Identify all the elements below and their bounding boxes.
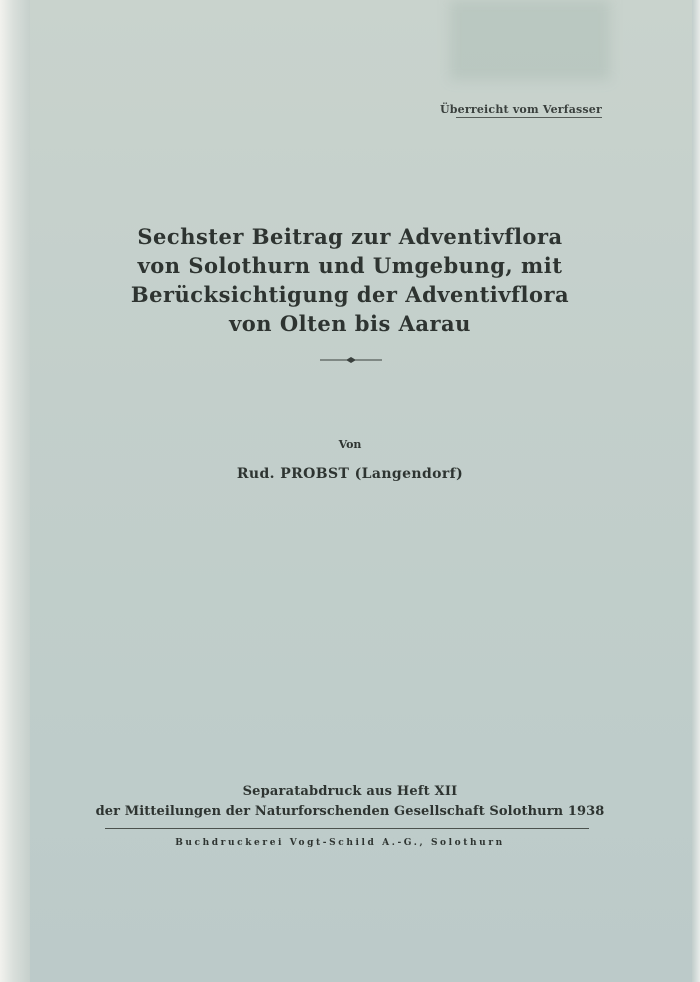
title-ornament-divider bbox=[320, 356, 382, 364]
document-title bbox=[0, 222, 700, 338]
by-label: Von bbox=[338, 438, 362, 451]
bottom-rule bbox=[105, 828, 589, 829]
author-name: Rud. PROBST (Langendorf) bbox=[236, 466, 464, 482]
title-line-2: von Solothurn und Umgebung, mit bbox=[137, 253, 563, 278]
presented-by-author-note: Überreicht vom Verfasser bbox=[439, 103, 602, 116]
presented-note-underline bbox=[456, 117, 602, 118]
paper-stain bbox=[450, 0, 610, 80]
title-line-1: Sechster Beitrag zur Adventivflora bbox=[137, 224, 563, 249]
title-line-4: von Olten bis Aarau bbox=[229, 311, 471, 336]
title-line-3: Berücksichtigung der Adventivflora bbox=[130, 282, 570, 307]
paper-edge-right bbox=[692, 0, 700, 982]
reprint-line-1: Separatabdruck aus Heft XII bbox=[242, 784, 458, 799]
paper-edge-left bbox=[0, 0, 30, 982]
printer-imprint: Buchdruckerei Vogt-Schild A.-G., Solothurn bbox=[175, 838, 505, 848]
reprint-line-2: der Mitteilungen der Naturforschenden Gesellschaft Solothurn 1938 bbox=[95, 804, 605, 819]
